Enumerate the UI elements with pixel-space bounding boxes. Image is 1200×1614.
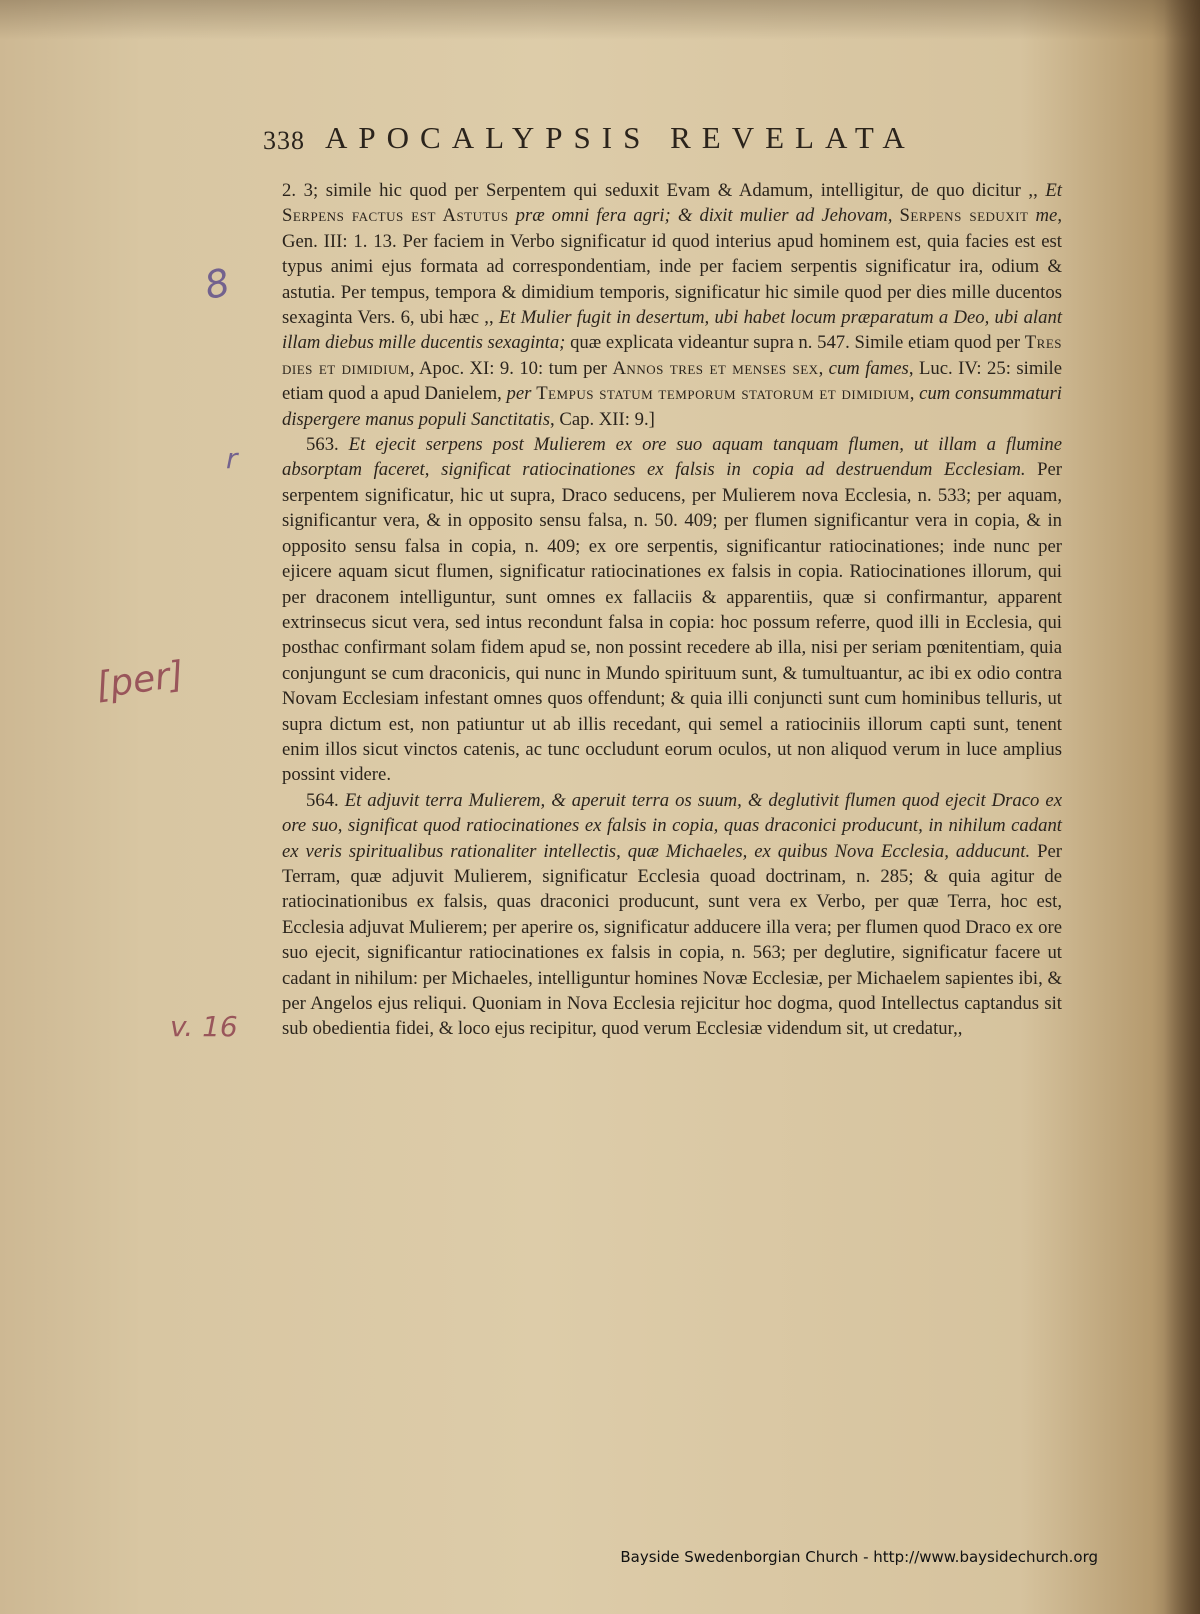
italic-run: cum fames — [828, 357, 909, 379]
text-run: , — [337, 815, 349, 837]
italic-run: Et — [1045, 180, 1062, 201]
small-caps-run: Tres dies et dimidium — [282, 332, 1063, 379]
text-run: Per serpentem significatur, hic ut supra, Draco seducens, per Mulierem nova Ecclesia, n. 533; per aquam, significantur vera, & in opposito sensu falsa, n. 50. 409; per flumen significantur vera in copia, & in opposito sensu falsa in copia, n. 409; ex ore serpentis, significantur ratiocinationes; inde nunc per ejicere aquam sicut flumen, significatur ratiocinationes ex falsis in copia. Ratiocinationes illorum, qui per draconem intelliguntur, sunt omnes ex fallaciis & apparentiis, quæ si confirmantur, apparent extrinsecus sicut vera, sed intus recondunt falsa in copia: hoc possum referre, quod illi in Ecclesia, qui posthac confirmant solam fidem apud se, non possint recedere ab illa, nisi per seriam pœnitentiam, quia conjungunt se cum draconicis, qui nunc in Mundo spirituum sunt, & tumultuantur, ac ibi ex odio contra Novam Ecclesiam infestant omnes quos offendunt; & quia illi conjuncti sunt cum hominibus telluris, ut supra dictum est, non patiuntur ut ab illis recedant, qui semel a ratiociniis illorum capti sunt, tenent enim illos sicut vinctos catenis, ac tunc occludunt eorum oculos, ut non aliquod verum in luce amplius possint videre. — [282, 459, 1063, 786]
text-run: quæ explicata videantur supra n. 547. Simile etiam quod per — [565, 332, 1025, 354]
text-run: , Luc. IV: 25: simile etiam quod a apud Danielem, — [282, 357, 1063, 405]
small-caps-run: Serpens seduxit — [899, 205, 1029, 227]
margin-annotation-8: 8 — [200, 259, 234, 309]
small-caps-run: Serpens factus est Astutus — [282, 205, 509, 227]
running-title: APOCALYPSIS REVELATA — [325, 120, 916, 155]
footer-credit: Bayside Swedenborgian Church - http://www.baysidechurch.org — [620, 1548, 1098, 1566]
text-run: , — [424, 459, 442, 481]
body-text — [282, 178, 1062, 1042]
page-top-shade — [0, 0, 1200, 40]
small-caps-run: Annos tres et menses sex — [612, 357, 819, 379]
text-run: 564. — [306, 789, 345, 811]
margin-annotation-v16: v. 16 — [170, 1010, 238, 1043]
italic-run: præ omni fera agri; & dixit mulier ad Jehovam, — [508, 205, 900, 227]
italic-run: me — [1028, 205, 1058, 227]
text-run: , Apoc. XI: 9. 10: tum per — [409, 357, 613, 379]
paragraph-564 — [282, 788, 1062, 1042]
text-run: 2. 3; simile hic quod per Serpentem qui seduxit Evam & Adamum, intelligitur, de quo dicitur ,, — [282, 180, 1046, 201]
page-header — [263, 118, 1043, 158]
italic-run: significat ratiocinationes ex falsis in copia ad destruendum Ecclesiam. — [441, 459, 1026, 481]
italic-run: cum consummaturi dispergere manus populi Sanctitatis — [282, 383, 1062, 430]
margin-annotation-mark: r — [226, 442, 238, 475]
italic-run: Et Mulier fugit in desertum, ubi habet locum præparatum a Deo, ubi alant illam diebus mille ducentis sexaginta; — [282, 307, 1063, 354]
text-run: , — [909, 383, 920, 405]
text-run: Per Terram, quæ adjuvit Mulierem, significatur Ecclesia quoad doctrinam, n. 285; & quia agitur de ratiocinationibus ex falsis, quas draconici producunt, sunt vera ex Verbo, per quæ Terra, hoc est, Ecclesia adjuvat Mulierem; per aperire os, significatur adducere illa vera; per flumen quod Draco ex ore suo ejecit, significantur ratiocinationes ex falsis in copia, n. 563; per deglutire, significatur facere ut cadant in nihilum: per Michaeles, intelliguntur homines Novæ Ecclesiæ, per Michaelem sapientes ibi, & per Angelos ejus reliqui. Quoniam in Nova Ecclesia rejicitur hoc dogma, quod Intellectus captandus sit sub obedientia fidei, & loco ejus recipitur, quod verum Ecclesiæ videndum sit, ut credatur,, — [282, 840, 1062, 1040]
page-gutter — [1164, 0, 1200, 1614]
italic-run: significat quod ratiocinationes ex falsis in copia, quas draconici producunt, in nihilum cadant ex veris spiritualibus rationaliter intellectis, quæ Michaeles, ex quibus Nova Ecclesia, adducunt. — [282, 815, 1063, 862]
margin-annotation-per: [per] — [93, 654, 187, 707]
italic-run: per — [506, 383, 537, 405]
paragraph-continued — [282, 178, 1062, 432]
text-run: 563. — [306, 434, 349, 456]
paragraph-563 — [282, 432, 1062, 788]
page-number: 338 — [263, 126, 305, 155]
italic-run: Et ejecit serpens post Mulierem ex ore suo aquam tanquam flumen, ut illam a flumine absorptam faceret — [282, 434, 1063, 481]
small-caps-run: Tempus statum temporum statorum et dimidium — [536, 383, 910, 405]
text-run: , — [818, 357, 829, 379]
text-run: , Cap. XII: 9.] — [550, 408, 655, 430]
italic-run: Et adjuvit terra Mulierem, & aperuit terra os suum, & deglutivit flumen quod ejecit Draco ex ore suo — [282, 789, 1062, 837]
text-run: , Gen. III: 1. 13. Per faciem in Verbo significatur id quod interius apud hominem est, quia facies est est typus animi ejus formata ad correspondentiam, inde per faciem serpentis significatur ira, odium & astutia. Per tempus, tempora & dimidium temporis, significatur hic simile quod per dies mille ducentos sexaginta Vers. 6, ubi hæc ,, — [282, 205, 1062, 329]
